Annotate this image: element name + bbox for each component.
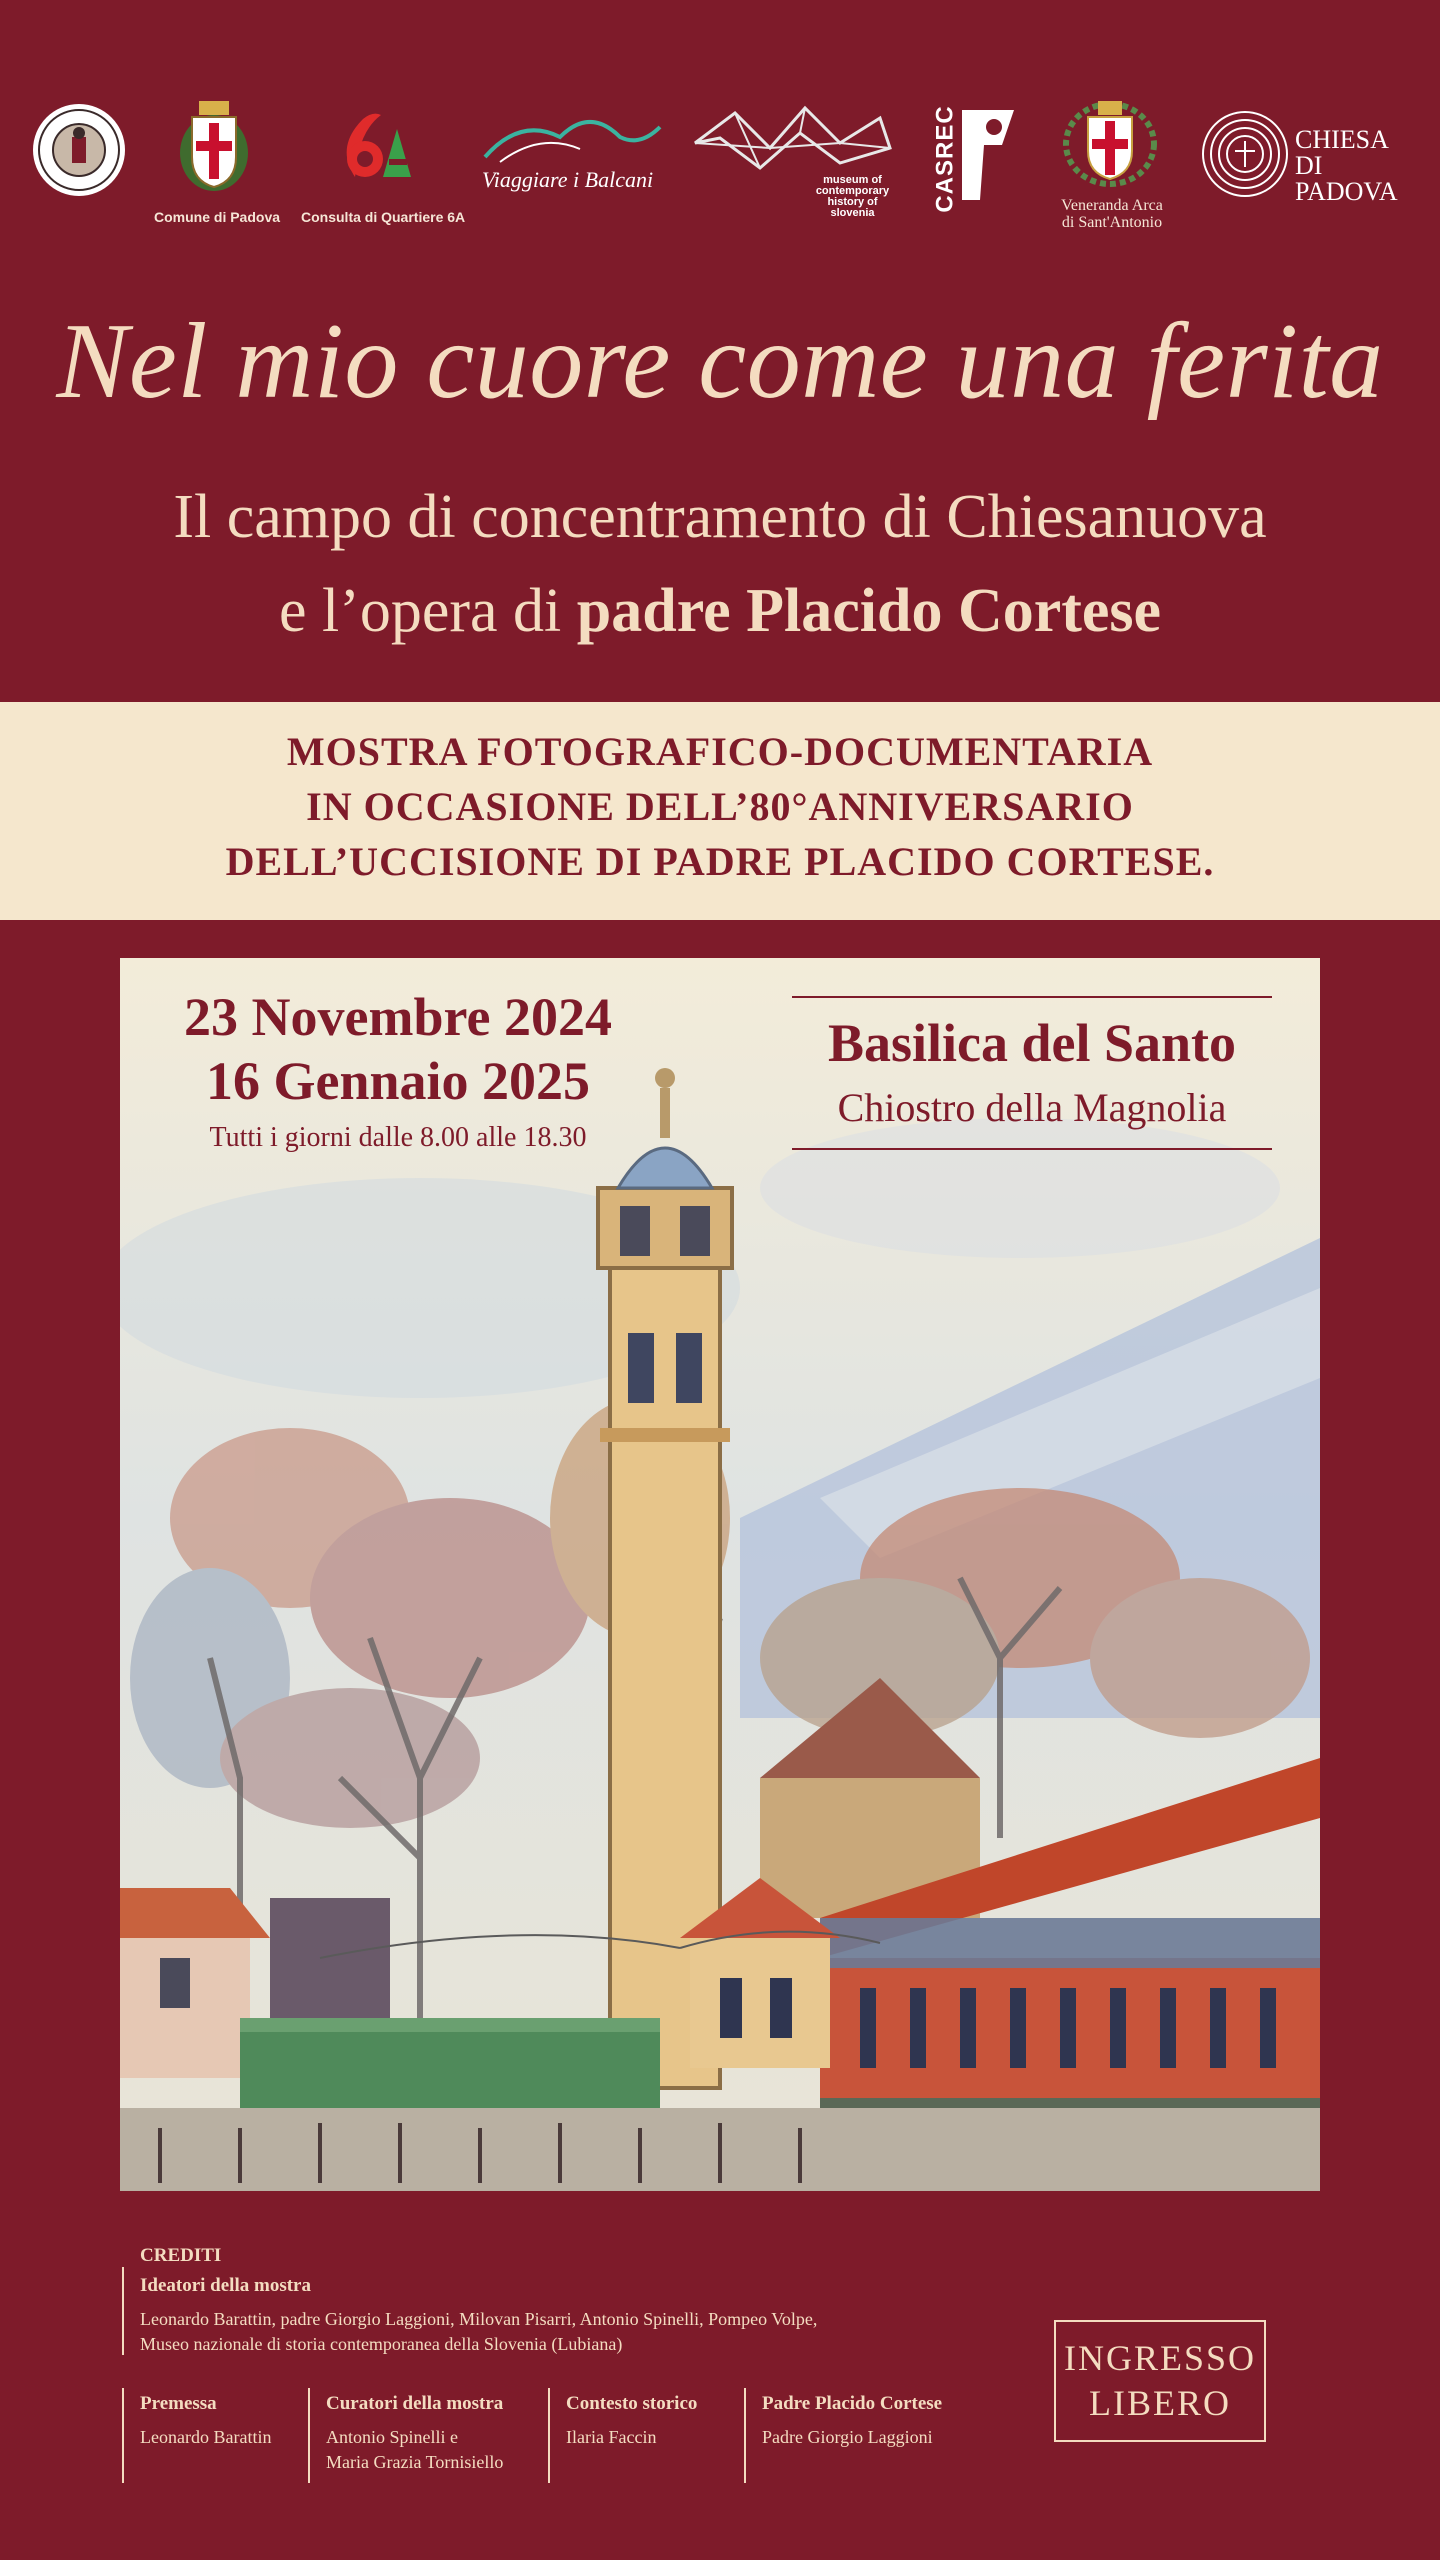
contesto-heading: Contesto storico (566, 2393, 698, 2414)
credits-divider (744, 2388, 746, 2483)
ideatori-heading: Ideatori della mostra (140, 2275, 311, 2296)
curatori-heading: Curatori della mostra (326, 2393, 504, 2414)
chiesa-text-line: PADOVA (1295, 177, 1398, 206)
banner-line-3: DELL’UCCISIONE DI PADRE PLACIDO CORTESE. (225, 839, 1215, 884)
venue-name: Basilica del Santo (827, 1013, 1237, 1073)
seal-logo (30, 95, 128, 205)
page-subtitle (0, 470, 1440, 658)
chiesa-text (1295, 127, 1420, 205)
consulta-caption: Consulta di Quartiere 6A (301, 209, 466, 225)
venue-subtitle: Chiostro della Magnolia (837, 1085, 1227, 1130)
venue-divider-top (792, 996, 1272, 998)
ideatori-line-1: Leonardo Barattin, padre Giorgio Laggioni, Milovan Pisarri, Antonio Spinelli, Pompeo Volpe, (140, 2309, 818, 2329)
padre-heading: Padre Placido Cortese (762, 2393, 943, 2414)
page-title: Nel mio cuore come una ferita (56, 302, 1384, 421)
banner-line-1: MOSTRA FOTOGRAFICO-DOCUMENTARIA (286, 729, 1154, 774)
credits-divider (122, 2267, 124, 2355)
arca-caption-line: Veneranda Arca (1061, 197, 1163, 214)
museum-text-line: contemporary (815, 185, 890, 197)
credits-divider (548, 2388, 550, 2483)
casrec-text: CASREC (931, 105, 959, 213)
free-entry-badge (1054, 2320, 1266, 2442)
credits-divider (122, 2388, 124, 2483)
free-entry-line-1: INGRESSO (1063, 2338, 1257, 2378)
subtitle-line-1: Il campo di concentramento di Chiesanuova (173, 483, 1267, 551)
museum-text-line: museum of (823, 174, 882, 186)
casrec-logo (922, 105, 1022, 213)
date-start: 23 Novembre 2024 (184, 987, 612, 1047)
arca-caption (1052, 197, 1172, 231)
contesto-body: Ilaria Faccin (566, 2427, 657, 2447)
viaggiare-balcani-logo (480, 107, 665, 197)
banner-line-2: IN OCCASIONE DELL’80°ANNIVERSARIO (306, 784, 1134, 829)
watercolor-painting (120, 958, 1320, 2191)
subtitle-prefix: e l’opera di (278, 577, 577, 645)
free-entry-line-2: LIBERO (1089, 2383, 1231, 2423)
ideatori-line-2: Museo nazionale di storia contemporanea della Slovenia (Lubiana) (140, 2334, 623, 2354)
chiesa-padova-logo (1200, 109, 1420, 206)
premessa-body: Leonardo Barattin (140, 2427, 272, 2447)
museum-text (810, 175, 895, 219)
credits-title: CREDITI (140, 2245, 222, 2266)
chiesa-text-line: CHIESA DI (1295, 125, 1388, 180)
venue-divider-bottom (792, 1148, 1272, 1150)
sponsor-logos-row (0, 95, 1440, 245)
curatori-line-1: Antonio Spinelli e (326, 2427, 458, 2447)
comune-padova-caption: Comune di Padova (154, 209, 281, 225)
comune-padova-crest (175, 95, 253, 195)
museum-text-line: slovenia (830, 207, 875, 219)
museum-slovenia-logo (690, 103, 895, 223)
subtitle-bold-name: padre Placido Cortese (576, 577, 1162, 645)
arca-santantonio-crest (1060, 99, 1160, 189)
arca-caption-line: di Sant'Antonio (1061, 214, 1163, 231)
padre-body: Padre Giorgio Laggioni (762, 2427, 933, 2447)
opening-hours: Tutti i giorni dalle 8.00 alle 18.30 (209, 1122, 587, 1153)
premessa-heading: Premessa (140, 2393, 217, 2414)
date-end: 16 Gennaio 2025 (205, 1051, 591, 1111)
museum-text-line: history of (827, 196, 878, 208)
consulta-6a-logo (335, 107, 425, 187)
curatori-line-2: Maria Grazia Tornisiello (326, 2452, 504, 2472)
exhibition-banner (0, 702, 1440, 920)
subtitle-line-2 (0, 564, 1440, 658)
viaggiare-text: Viaggiare i Balcani (482, 167, 654, 192)
credits-divider (308, 2388, 310, 2483)
